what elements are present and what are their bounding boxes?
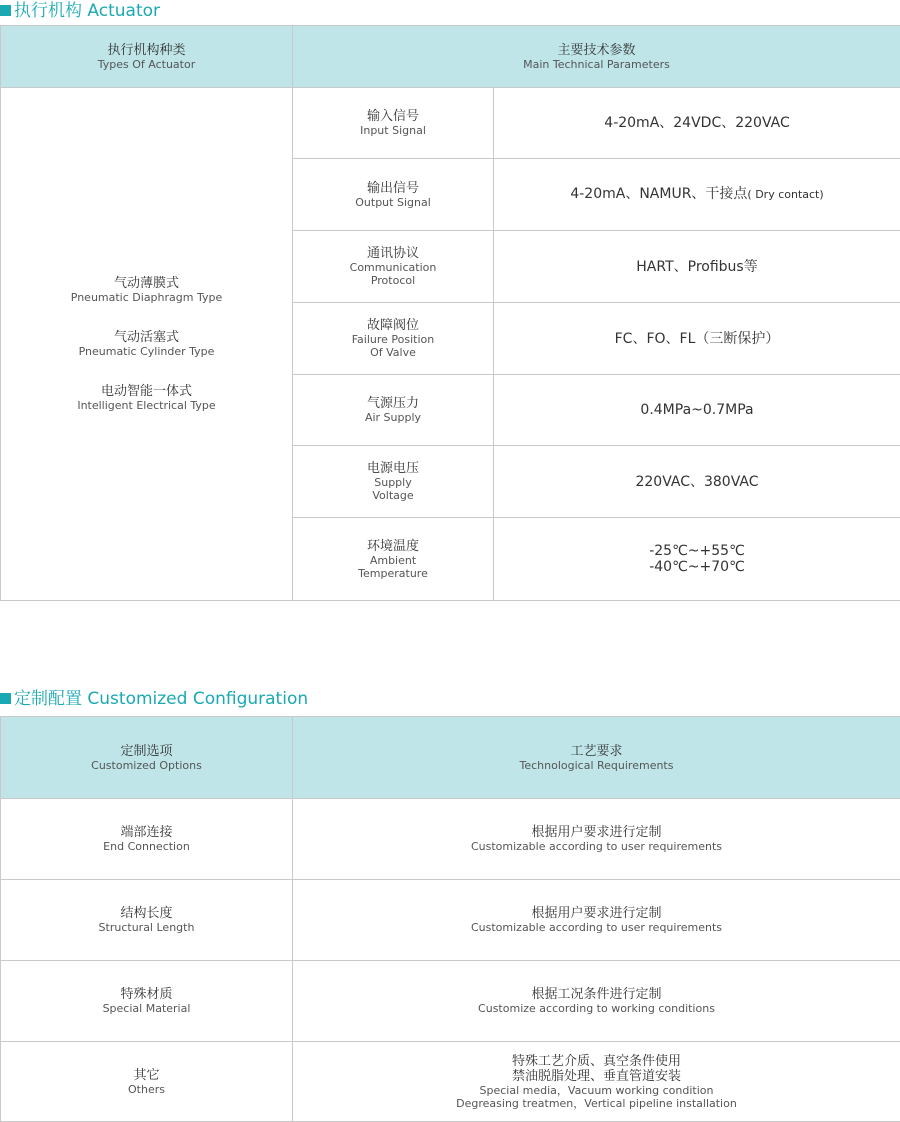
param-label: 气源压力 Air Supply bbox=[293, 375, 494, 446]
table-row bbox=[1, 799, 900, 880]
param-value: 4-20mA、24VDC、220VAC bbox=[494, 88, 900, 159]
param-value: -25℃~+55℃ -40℃~+70℃ bbox=[494, 518, 900, 601]
square-bullet-icon bbox=[0, 693, 11, 704]
param-value: 4-20mA、NAMUR、干接点( Dry contact) bbox=[494, 159, 900, 231]
table-row bbox=[1, 1042, 900, 1122]
table-row bbox=[1, 88, 900, 159]
actuator-type-item: 气动活塞式 Pneumatic Cylinder Type bbox=[78, 330, 215, 358]
section-title-actuator: 执行机构 Actuator bbox=[0, 0, 160, 22]
square-bullet-icon bbox=[0, 5, 11, 16]
requirement-value: 根据用户要求进行定制 Customizable according to user requirements bbox=[293, 799, 900, 880]
requirement-value: 特殊工艺介质、真空条件使用 禁油脱脂处理、垂直管道安装 Special media，Vacuum working condition Degreasing treatmen，Vertical pipeline installation bbox=[293, 1042, 900, 1122]
param-value: 0.4MPa~0.7MPa bbox=[494, 375, 900, 446]
table-row bbox=[1, 961, 900, 1042]
actuator-table bbox=[0, 25, 900, 601]
param-label: 环境温度 Ambient Temperature bbox=[293, 518, 494, 601]
option-label: 其它 Others bbox=[1, 1042, 293, 1122]
actuator-type-item: 电动智能一体式 Intelligent Electrical Type bbox=[77, 384, 216, 412]
param-label: 故障阀位 Failure Position Of Valve bbox=[293, 303, 494, 375]
customized-table bbox=[0, 716, 900, 1122]
customized-header-row bbox=[1, 717, 900, 799]
actuator-header-row bbox=[1, 26, 900, 88]
table-row bbox=[1, 880, 900, 961]
param-value: HART、Profibus等 bbox=[494, 231, 900, 303]
section-title-customized: 定制配置 Customized Configuration bbox=[0, 688, 308, 710]
header-technological-requirements: 工艺要求 Technological Requirements bbox=[293, 717, 900, 799]
param-value: 220VAC、380VAC bbox=[494, 446, 900, 518]
param-label: 通讯协议 Communication Protocol bbox=[293, 231, 494, 303]
param-label: 电源电压 Supply Voltage bbox=[293, 446, 494, 518]
param-label: 输入信号 Input Signal bbox=[293, 88, 494, 159]
requirement-value: 根据工况条件进行定制 Customize according to working conditions bbox=[293, 961, 900, 1042]
header-main-technical-parameters: 主要技术参数 Main Technical Parameters bbox=[293, 26, 900, 88]
option-label: 特殊材质 Special Material bbox=[1, 961, 293, 1042]
actuator-types-cell bbox=[1, 88, 293, 601]
requirement-value: 根据用户要求进行定制 Customizable according to user requirements bbox=[293, 880, 900, 961]
option-label: 端部连接 End Connection bbox=[1, 799, 293, 880]
param-label: 输出信号 Output Signal bbox=[293, 159, 494, 231]
param-value: FC、FO、FL（三断保护） bbox=[494, 303, 900, 375]
header-customized-options: 定制选项 Customized Options bbox=[1, 717, 293, 799]
actuator-type-item: 气动薄膜式 Pneumatic Diaphragm Type bbox=[70, 276, 223, 304]
option-label: 结构长度 Structural Length bbox=[1, 880, 293, 961]
header-types-of-actuator: 执行机构种类 Types Of Actuator bbox=[1, 26, 293, 88]
